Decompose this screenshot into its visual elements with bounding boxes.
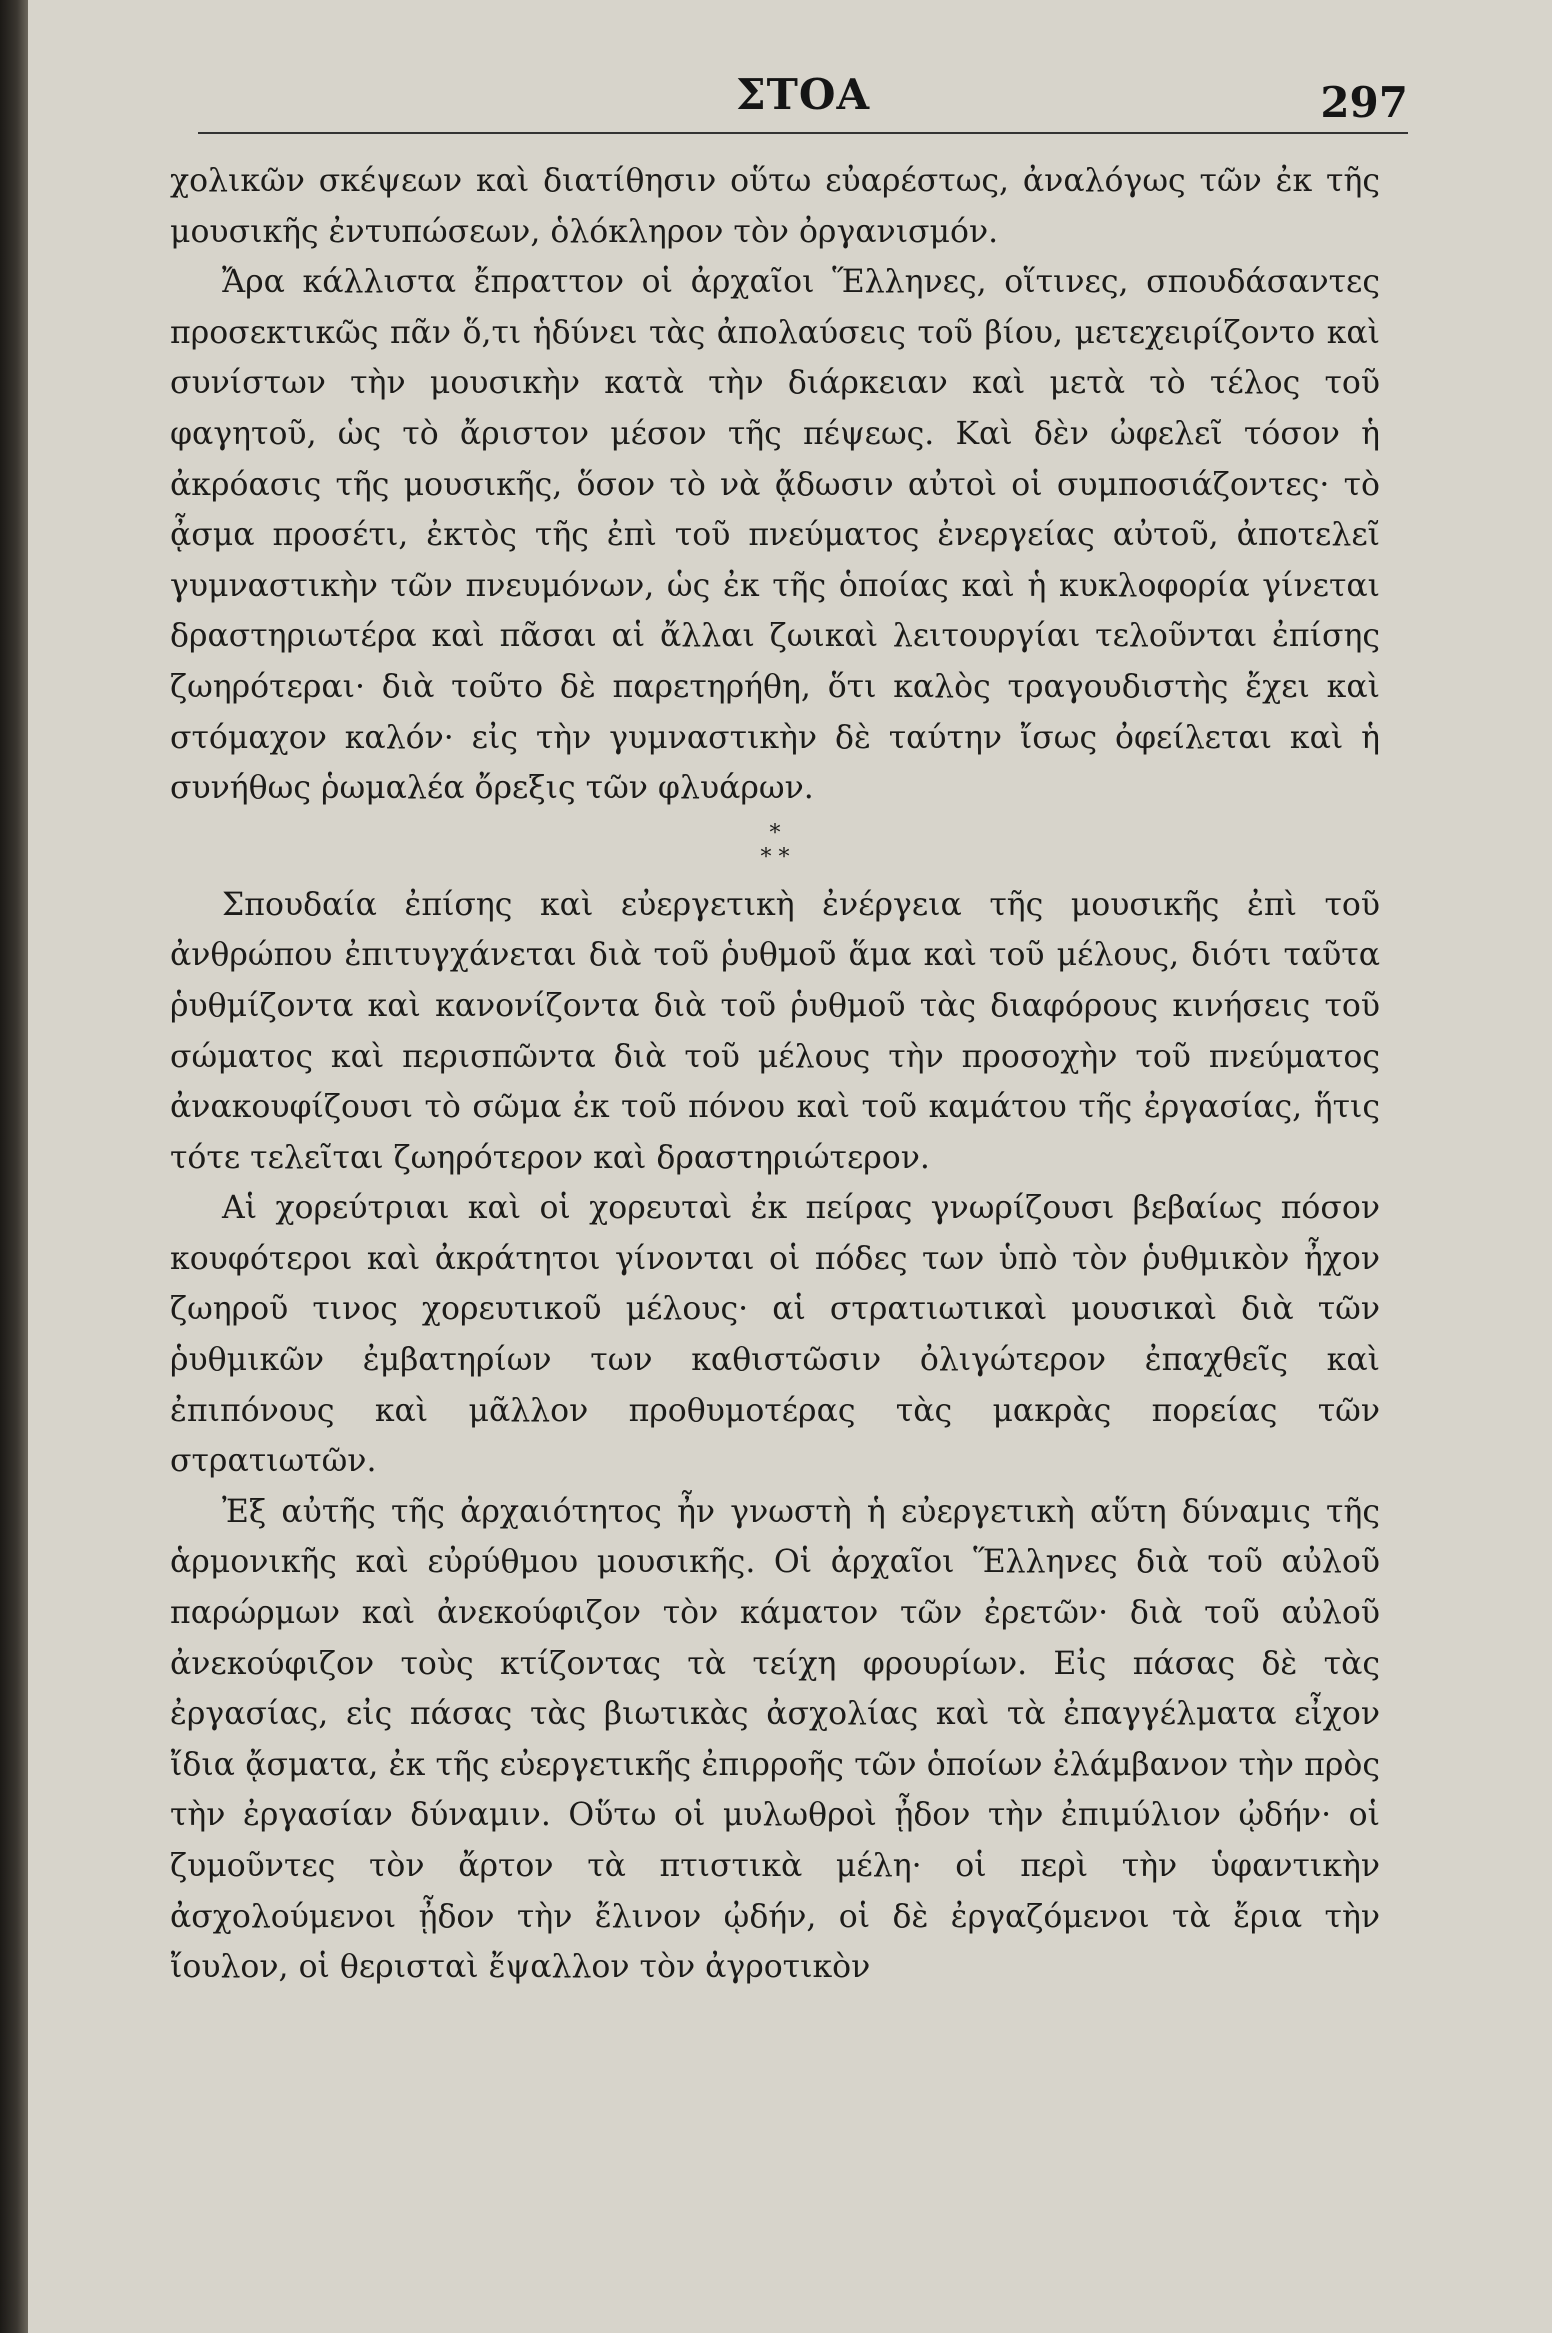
paragraph: Ἐξ αὐτῆς τῆς ἀρχαιότητος ἦν γνωστὴ ἡ εὐεργετικὴ αὕτη δύναμις τῆς ἁρμονικῆς καὶ εὐρύθμου μουσικῆς. Οἱ ἀρχαῖοι Ἕλληνες διὰ τοῦ αὐλοῦ παρώρμων καὶ ἀνεκούφιζον τὸν κάματον τῶν ἐρετῶν· διὰ τοῦ αὐλοῦ ἀνεκούφιζον τοὺς κτίζοντας τὰ τείχη φρουρίων. Εἰς πάσας δὲ τὰς ἐργασίας, εἰς πάσας τὰς βιωτικὰς ἀσχολίας καὶ τὰ ἐπαγγέλματα εἶχον ἴδια ᾄσματα, ἐκ τῆς εὐεργετικῆς ἐπιρροῆς τῶν ὁποίων ἐλάμβανον τὴν πρὸς τὴν ἐργασίαν δύναμιν. Οὕτω οἱ μυλωθροὶ ᾖδον τὴν ἐπιμύλιον ᾠδήν· οἱ ζυμοῦντες τὸν ἄρτον τὰ πτιστικὰ μέλη· οἱ περὶ τὴν ὑφαντικὴν ἀσχολούμενοι ᾖδον τὴν ἔλινον ᾠδήν, οἱ δὲ ἐργαζόμενοι τὰ ἔρια τὴν ἴουλον, οἱ θερισταὶ ἔψαλλον τὸν ἀγροτικὸν (170, 1493, 1380, 1986)
page-header (198, 70, 1408, 140)
header-rule (198, 132, 1408, 134)
paragraph: Σπουδαία ἐπίσης καὶ εὐεργετικὴ ἐνέργεια τῆς μουσικῆς ἐπὶ τοῦ ἀνθρώπου ἐπιτυγχάνεται διὰ τοῦ ῥυθμοῦ ἅμα καὶ τοῦ μέλους, διότι ταῦτα ῥυθμίζοντα καὶ κανονίζοντα διὰ τοῦ ῥυθμοῦ τὰς διαφόρους κινήσεις τοῦ σώματος καὶ περισπῶντα διὰ τοῦ μέλους τὴν προσοχὴν τοῦ πνεύματος ἀνακουφίζουσι τὸ σῶμα ἐκ τοῦ πόνου καὶ τοῦ καμάτου τῆς ἐργασίας, ἥτις τότε τελεῖται ζωηρότερον καὶ δραστηριώτερον. (170, 886, 1380, 1176)
page-body (170, 156, 1380, 1993)
running-title: ΣΤΟΑ (735, 70, 871, 119)
paragraph-continuation: χολικῶν σκέψεων καὶ διατίθησιν οὕτω εὐαρέστως, ἀναλόγως τῶν ἐκ τῆς μουσικῆς ἐντυπώσεων, ὁλόκληρον τὸν ὀργανισμόν. (170, 163, 1380, 250)
separator-stars-bottom: * * (760, 844, 790, 870)
book-gutter-shadow (0, 0, 28, 2333)
section-separator (170, 822, 1380, 870)
paragraph: Αἱ χορεύτριαι καὶ οἱ χορευταὶ ἐκ πείρας γνωρίζουσι βεβαίως πόσον κουφότεροι καὶ ἀκράτητοι γίνονται οἱ πόδες των ὑπὸ τὸν ῥυθμικὸν ἦχον ζωηροῦ τινος χορευτικοῦ μέλους· αἱ στρατιωτικαὶ μουσικαὶ διὰ τῶν ῥυθμικῶν ἐμβατηρίων των καθιστῶσιν ὀλιγώτερον ἐπαχθεῖς καὶ ἐπιπόνους καὶ μᾶλλον προθυμοτέρας τὰς μακρὰς πορείας τῶν στρατιωτῶν. (170, 1190, 1380, 1480)
paragraph: Ἄρα κάλλιστα ἔπραττον οἱ ἀρχαῖοι Ἕλληνες, οἵτινες, σπουδάσαντες προσεκτικῶς πᾶν ὅ,τι ἡδύνει τὰς ἀπολαύσεις τοῦ βίου, μετεχειρίζοντο καὶ συνίστων τὴν μουσικὴν κατὰ τὴν διάρκειαν καὶ μετὰ τὸ τέλος τοῦ φαγητοῦ, ὡς τὸ ἄριστον μέσον τῆς πέψεως. Καὶ δὲν ὠφελεῖ τόσον ἡ ἀκρόασις τῆς μουσικῆς, ὅσον τὸ νὰ ᾄδωσιν αὐτοὶ οἱ συμποσιάζοντες· τὸ ᾆσμα προσέτι, ἐκτὸς τῆς ἐπὶ τοῦ πνεύματος ἐνεργείας αὐτοῦ, ἀποτελεῖ γυμναστικὴν τῶν πνευμόνων, ὡς ἐκ τῆς ὁποίας καὶ ἡ κυκλοφορία γίνεται δραστηριωτέρα καὶ πᾶσαι αἱ ἄλλαι ζωικαὶ λειτουργίαι τελοῦνται ἐπίσης ζωηρότεραι· διὰ τοῦτο δὲ παρετηρήθη, ὅτι καλὸς τραγουδιστὴς ἔχει καὶ στόμαχον καλόν· εἰς τὴν γυμναστικὴν δὲ ταύτην ἴσως ὀφείλεται καὶ ἡ συνήθως ῥωμαλέα ὄρεξις τῶν φλυάρων. (170, 264, 1380, 807)
page-number: 297 (1320, 78, 1408, 127)
separator-star-top: * (769, 820, 781, 846)
